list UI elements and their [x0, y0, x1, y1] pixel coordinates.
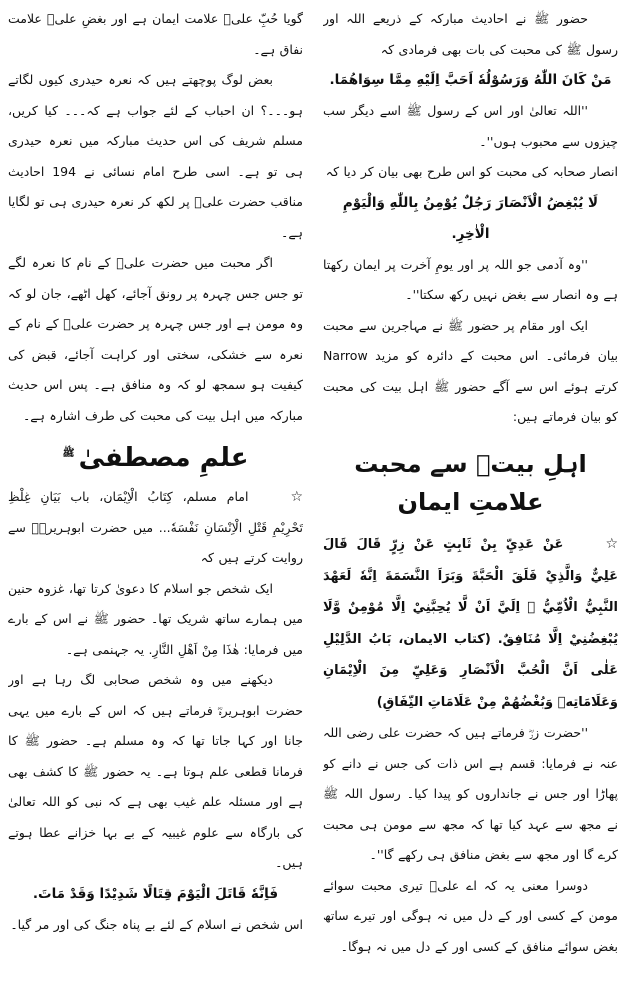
paragraph-translation-la-yubghid: ''وہ آدمی جو اللہ پر اور یومِ آخرت پر ایمان رکھتا ہے وہ انصار سے بغض نہیں رکھ سکتا''۔ — [323, 256, 618, 302]
right-column — [323, 4, 618, 986]
hadith-arabic-text: عَنْ عَدِيِّ بِنْ ثَابِتٍ عَنْ زِرٍّ قَالَ قَالَ عَلِيٌّ وَالَّذِيْ فَلَقَ الْحَبَّةَ وَبَرَاَ النَّسَمَةَ اِنَّهٗ لَعَهْدَ النَّبِيُّ الْاُمِّيُّ ﷺ اِلَيَّ اَنْ لَّا يُحِبَّنِيْ اِلَّا مُوْمِنٌ وَّلَا يُبْغِضُنِيْ اِلَّا مُنَافِقٌ. (كتاب الايمان، بَابُ الدَّلِيْلِ عَلٰى اَنَّ الْحُبَّ الْاَنْصَارِ وَعَلِيِّ مِنَ الْاِيْمَانِ وَعَلَامَاتِهٖ وَبُغْضُهُمْ مِنْ عَلَامَاتِ النِّفَاقِ) — [323, 537, 618, 710]
paragraph-hubb-e-ali-sign-of-iman: گویا حُبِّ علیؓ علامت ایمان ہے اور بغضِ علیؓ علامت نفاق ہے۔ — [8, 11, 303, 57]
paragraph-closing-line: اس شخص نے اسلام کے لئے بے پناہ جنگ کی اور مر گیا۔ — [10, 916, 303, 932]
arabic-quote-man-kana: مَنْ كَانَ اللّٰهُ وَرَسُوْلُهٗ اَحَبَّ اِلَيْهِ مِمَّا سِوَاهُمَا. — [329, 72, 612, 88]
paragraph-second-meaning: دوسرا معنی یہ کہ اے علیؓ تیری محبت سوائے مومن کے کسی اور کے دل میں نہ ہوگی اور تیرے ساتھ بغض سوائے منافق کے کسی اور کے دل میں نہ ہوگا۔ — [323, 877, 618, 954]
section-heading-ilm-e-mustafa — [8, 439, 303, 478]
paragraph-naara-haideri: بعض لوگ پوچھتے ہیں کہ نعرہ حیدری کیوں لگاتے ہو۔۔۔؟ ان احباب کے لئے جواب ہے کہ۔۔۔ کیا کریں، مسلم شریف کی اس حدیث مبارکہ میں نعرہ حیدری ہی تو ہے۔ اسی طرح امام نسائی نے 194 احادیث مناقب حضرت علیؓ پر لکھ کر نعرہ حیدری ہی تو لگایا ہے۔ — [8, 72, 303, 240]
paragraph-translation-hadith-zirr: ''حضرت زرؓ فرماتے ہیں کہ حضرت علی رضی اللہ عنہ نے فرمایا: قسم ہے اس ذات کی جس نے دانے کو پھاڑا اور جس نے جانداروں کو پیدا کیا۔ رسول اللہ ﷺ نے مجھ سے عہد کیا تھا کہ مجھ سے مومن ہی محبت کرے گا اور مجھ سے بغض منافق ہی رکھے گا''۔ — [323, 725, 618, 863]
arabic-quote-fa-innahu: فَاِنَّهٗ قَاتَلَ الْيَوْمَ قِتَالًا شَدِيْدًا وَقَدْ مَاتَ. — [32, 885, 279, 902]
star-icon: ☆ — [605, 536, 618, 553]
star-icon: ☆ — [290, 489, 303, 505]
paragraph-hadith-arabic-ahl-e-bait — [323, 529, 618, 718]
paragraph-translation-man-kana: ''اللہ تعالیٰ اور اس کے رسول ﷺ اسے دیگر سب چیزوں سے محبوب ہوں''۔ — [323, 103, 618, 149]
arabic-quote-la-yubghid: لَا يُبْغِضُ الْاَنْصَارَ رَجُلٌ يُوْمِنُ بِاللّٰهِ وَالْيَوْمِ الْاٰخِرِ. — [342, 194, 599, 242]
section-heading-ahl-e-bait-love: اہلِ بیتؓ سے محبت علامتِ ایمان — [354, 449, 587, 516]
reference-text: امام مسلم، كِتَابُ الْاِيْمَان، باب بَيَانِ غِلْظِ تَحْرِيْمِ قَتْلِ الْاِنْسَانِ نَفْسَهٗ... میں حضرت ابوہریرہؓ سے روایت کرتے ہیں کہ — [8, 489, 303, 565]
paragraph-intro-love-of-allah: حضور ﷺ نے احادیث مبارکہ کے ذریعے اللہ اور رسول ﷺ کی محبت کی بات بھی فرمادی کہ — [323, 11, 618, 57]
paragraph-ghazwa-hunain: ایک شخص جو اسلام کا دعویٰ کرتا تھا، غزوہ حنین میں ہمارے ساتھ شریک تھا۔ حضور ﷺ نے اس کے بارے میں فرمایا: هٰذَا مِنْ اَهْلِ النَّارِ. یہ جہنمی ہے۔ — [8, 580, 303, 657]
paragraph-ansar-love: انصار صحابہ کی محبت کو اس طرح بھی بیان کر دیا کہ — [325, 164, 618, 179]
heading-text: علمِ مصطفیٰ — [78, 443, 249, 473]
paragraph-ilm-e-ghaib: دیکھنے میں وہ شخص صحابی لگ رہا ہے اور حضرت ابوہریرہؓ فرماتے ہیں کہ اس کے بارے میں یہی جانا اور کہا جاتا تھا کہ وہ مسلم ہے۔ حضور ﷺ کا فرمانا قطعی علم ہوتا ہے۔ یہ حضور ﷺ کا کشف بھی ہے اور مسئلہ علم غیب بھی ہے کہ نبی کو اللہ تعالیٰ کی بارگاہ سے علوم غیبیہ کے بے بہا خزانے عطا ہوتے ہیں۔ — [8, 672, 303, 870]
paragraph-muhajireen-narrow: ایک اور مقام پر حضور ﷺ نے مہاجرین سے محبت بیان فرمائی۔ اس محبت کے دائرہ کو مزید Narrow کرتے ہوئے اس سے آگے حضور ﷺ اہل بیت کی محبت کو بیان فرماتے ہیں: — [323, 317, 618, 424]
paragraph-momin-munafiq-signs: اگر محبت میں حضرت علیؓ کے نام کا نعرہ لگے تو جس جس چہرہ پر رونق آجائے، کھل اٹھے، جان لو کہ وہ مومن ہے اور جس چہرہ پر حضرت علیؓ کے نام کے نعرہ سے خشکی، سختی اور کراہت آجائے، قبض کی کیفیت ہو سمجھ لو کہ وہ منافق ہے۔ پس اس حدیث مبارکہ میں اہل بیت کی محبت کی طرف اشارہ ہے۔ — [8, 255, 303, 423]
left-column — [8, 4, 303, 986]
honorific-sallallahu-icon: ﷺ — [62, 448, 75, 460]
paragraph-imam-muslim-reference — [8, 482, 303, 574]
